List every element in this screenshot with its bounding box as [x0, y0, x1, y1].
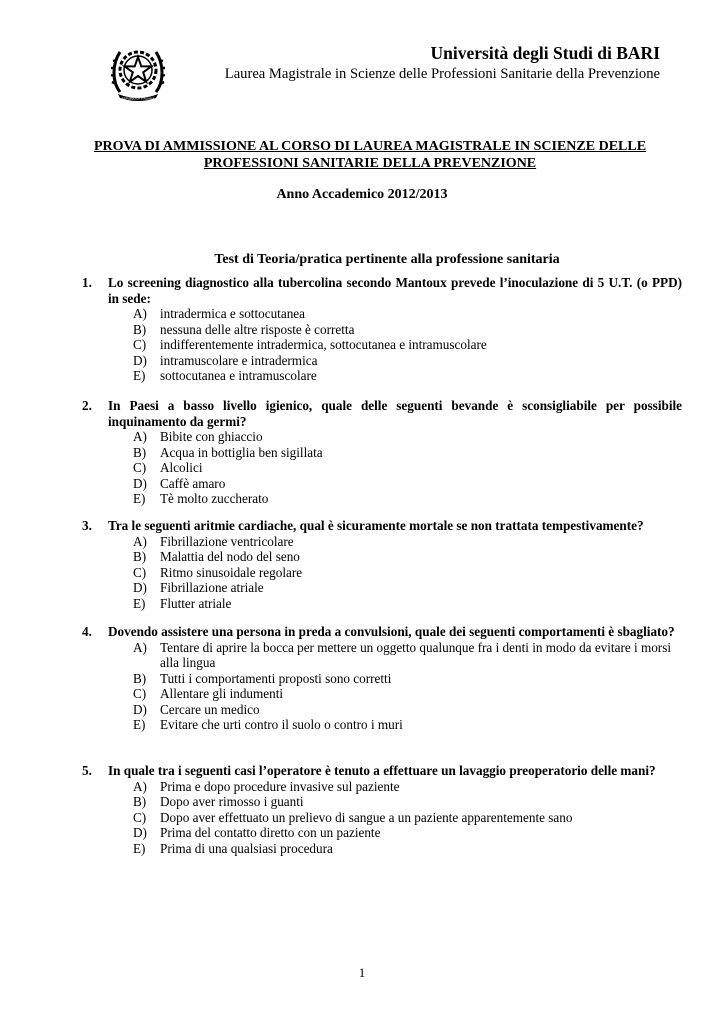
svg-text:REPVBBLICA ITALIANA: REPVBBLICA ITALIANA — [121, 96, 155, 101]
option-letter: A) — [133, 533, 147, 549]
option-letter: B) — [133, 444, 147, 460]
italian-republic-emblem-icon — [110, 40, 166, 102]
answer-option — [82, 779, 682, 795]
option-letter: E) — [133, 595, 146, 611]
option-letter: C) — [133, 686, 147, 701]
option-text: sottocutanea e intramuscolare — [160, 368, 317, 383]
answer-option — [82, 445, 682, 461]
answer-option — [82, 429, 682, 445]
option-letter: B) — [133, 321, 147, 337]
question-text: Dovendo assistere una persona in preda a convulsioni, quale dei seguenti comportamenti è sbagliato? — [108, 624, 675, 639]
option-text: Ritmo sinusoidale regolare — [160, 564, 303, 580]
option-text: Malattia del nodo del seno — [160, 549, 300, 564]
option-text: Bibite con ghiaccio — [160, 429, 263, 444]
page-number: 1 — [358, 965, 366, 980]
option-text: Caffè amaro — [160, 475, 226, 491]
option-letter: A) — [133, 778, 147, 794]
option-letter: C) — [133, 460, 147, 475]
question-3 — [82, 518, 682, 611]
question-5 — [82, 763, 682, 856]
answer-option — [82, 810, 682, 826]
answer-option — [82, 580, 682, 596]
option-text: Prima del contatto diretto con un paziente — [160, 825, 381, 840]
option-text: intramuscolare e intradermica — [160, 352, 318, 368]
question-text: In quale tra i seguenti casi l’operatore è tenuto a effettuare un lavaggio preoperatorio delle mani? — [108, 763, 656, 778]
option-text: intradermica e sottocutanea — [160, 306, 305, 321]
answer-option — [82, 841, 682, 857]
option-text: Dopo aver effettuato un prelievo di sangue a un paziente apparentemente sano — [160, 809, 573, 825]
option-letter: D) — [133, 475, 147, 491]
option-letter: E) — [133, 491, 146, 506]
answer-option — [82, 596, 682, 612]
academic-year: Anno Accademico 2012/2013 — [276, 187, 448, 202]
option-letter: A) — [133, 429, 147, 444]
answer-option — [82, 565, 682, 581]
option-letter: C) — [133, 564, 147, 580]
university-name: Università degli Studi di BARI — [430, 43, 660, 63]
answer-option — [82, 825, 682, 841]
question-text: Lo screening diagnostico alla tubercolina secondo Mantoux prevede l’inoculazione di 5 U.T. (o PPD) in sede: — [108, 275, 682, 306]
exam-title — [70, 138, 670, 172]
option-letter: C) — [133, 809, 147, 825]
answer-option — [82, 322, 682, 338]
option-letter: D) — [133, 580, 147, 595]
option-letter: B) — [133, 794, 147, 809]
option-text: Evitare che urti contro il suolo o contro i muri — [160, 717, 403, 732]
answer-option — [82, 794, 682, 810]
answer-option — [82, 534, 682, 550]
option-letter: A) — [133, 639, 147, 655]
answer-option — [82, 671, 682, 687]
course-name: Laurea Magistrale in Scienze delle Professioni Sanitarie della Prevenzione — [224, 66, 660, 82]
option-text: Allentare gli indumenti — [160, 686, 284, 701]
question-number: 4. — [82, 624, 92, 639]
option-text: Acqua in bottiglia ben sigillata — [160, 444, 323, 460]
option-text: Cercare un medico — [160, 701, 260, 717]
question-number: 1. — [82, 275, 92, 290]
option-letter: D) — [133, 352, 147, 368]
question-number: 2. — [82, 398, 92, 413]
option-text: Flutter atriale — [160, 595, 232, 611]
option-letter: C) — [133, 337, 147, 352]
option-text: Dopo aver rimosso i guanti — [160, 794, 304, 809]
option-text: Tentare di aprire la bocca per mettere un oggetto qualunque fra i denti in modo da evitare i morsi alla lingua — [160, 639, 671, 670]
answer-option — [82, 476, 682, 492]
option-letter: E) — [133, 368, 146, 383]
exam-title-line-1: PROVA DI AMMISSIONE AL CORSO DI LAUREA MAGISTRALE IN SCIENZE DELLE — [93, 139, 647, 154]
option-text: nessuna delle altre risposte è corretta — [160, 321, 355, 337]
answer-option — [82, 549, 682, 565]
option-text: Prima di una qualsiasi procedura — [160, 840, 333, 856]
option-letter: E) — [133, 840, 146, 856]
option-text: Fibrillazione atriale — [160, 580, 264, 595]
option-text: Prima e dopo procedure invasive sul paziente — [160, 778, 400, 794]
question-2 — [82, 398, 682, 507]
option-text: Tutti i comportamenti proposti sono corretti — [160, 670, 392, 686]
answer-option — [82, 337, 682, 353]
answer-option — [82, 640, 682, 671]
question-1 — [82, 275, 682, 384]
answer-option — [82, 353, 682, 369]
answer-option — [82, 702, 682, 718]
answer-option — [82, 368, 682, 384]
option-text: Tè molto zuccherato — [160, 491, 269, 506]
question-4 — [82, 624, 682, 733]
question-text: In Paesi a basso livello igienico, quale delle seguenti bevande è sconsigliabile per possibile inquinamento da germi? — [108, 398, 682, 429]
question-text: Tra le seguenti aritmie cardiache, qual è sicuramente mortale se non trattata tempestivamente? — [108, 518, 644, 533]
option-text: Alcolici — [160, 460, 203, 475]
option-text: indifferentemente intradermica, sottocutanea e intramuscolare — [160, 337, 487, 352]
option-letter: A) — [133, 306, 147, 321]
answer-option — [82, 717, 682, 733]
question-number: 3. — [82, 518, 92, 533]
option-letter: D) — [133, 825, 147, 840]
option-letter: B) — [133, 549, 147, 564]
answer-option — [82, 686, 682, 702]
section-title-text: Test di Teoria/pratica pertinente alla professione sanitaria — [214, 252, 560, 267]
option-letter: B) — [133, 670, 147, 686]
option-letter: D) — [133, 701, 147, 717]
document-header — [190, 42, 660, 84]
answer-option — [82, 306, 682, 322]
option-letter: E) — [133, 717, 146, 732]
answer-option — [82, 491, 682, 507]
question-number: 5. — [82, 763, 92, 778]
option-text: Fibrillazione ventricolare — [160, 533, 294, 549]
section-title — [0, 252, 724, 268]
exam-title-line-2: PROFESSIONI SANITARIE DELLA PREVENZIONE — [203, 156, 537, 171]
answer-option — [82, 460, 682, 476]
